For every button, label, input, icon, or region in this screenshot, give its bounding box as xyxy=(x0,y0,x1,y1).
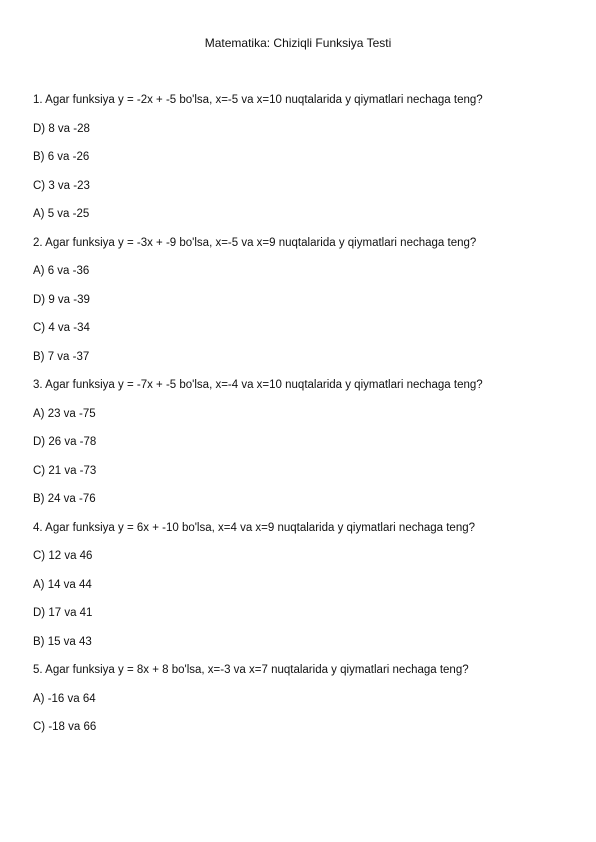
question-text: 5. Agar funksiya y = 8x + 8 bo'lsa, x=-3 va x=7 nuqtalarida y qiymatlari nechaga teng? xyxy=(33,664,469,676)
answer-option: C) 21 va -73 xyxy=(33,464,97,477)
answer-option: A) 23 va -75 xyxy=(33,407,96,420)
answer-option: A) 6 va -36 xyxy=(33,265,90,277)
question-item xyxy=(33,236,583,364)
question-item xyxy=(33,521,583,649)
question-text: 2. Agar funksiya y = -3x + -9 bo'lsa, x=-5 va x=9 nuqtalarida y qiymatlari nechaga teng? xyxy=(33,236,477,249)
answer-option: D) 8 va -28 xyxy=(33,122,90,135)
answer-option: C) -18 va 66 xyxy=(33,721,97,733)
question-list xyxy=(33,93,583,749)
answer-option: C) 4 va -34 xyxy=(33,322,90,334)
answer-option: D) 26 va -78 xyxy=(33,436,97,448)
question-text: 3. Agar funksiya y = -7x + -5 bo'lsa, x=-4 va x=10 nuqtalarida y qiymatlari nechaga teng? xyxy=(33,379,483,391)
page-title: Matematika: Chiziqli Funksiya Testi xyxy=(204,36,392,50)
answer-option: D) 9 va -39 xyxy=(33,293,90,306)
question-item xyxy=(33,663,583,734)
answer-option: B) 7 va -37 xyxy=(33,350,90,363)
answer-option: A) -16 va 64 xyxy=(33,692,96,705)
answer-option: B) 24 va -76 xyxy=(33,493,96,505)
answer-option: A) 5 va -25 xyxy=(33,208,90,220)
question-text: 1. Agar funksiya y = -2x + -5 bo'lsa, x=-5 va x=10 nuqtalarida y qiymatlari nechaga teng? xyxy=(33,94,483,106)
answer-option: B) 6 va -26 xyxy=(33,151,90,163)
answer-option: D) 17 va 41 xyxy=(33,607,93,619)
question-item xyxy=(33,378,583,506)
answer-option: A) 14 va 44 xyxy=(33,578,92,591)
answer-option: C) 3 va -23 xyxy=(33,179,90,192)
answer-option: C) 12 va 46 xyxy=(33,550,93,562)
answer-option: B) 15 va 43 xyxy=(33,635,92,648)
question-text: 4. Agar funksiya y = 6x + -10 bo'lsa, x=4 va x=9 nuqtalarida y qiymatlari nechaga teng? xyxy=(33,521,476,534)
question-item xyxy=(33,93,583,221)
